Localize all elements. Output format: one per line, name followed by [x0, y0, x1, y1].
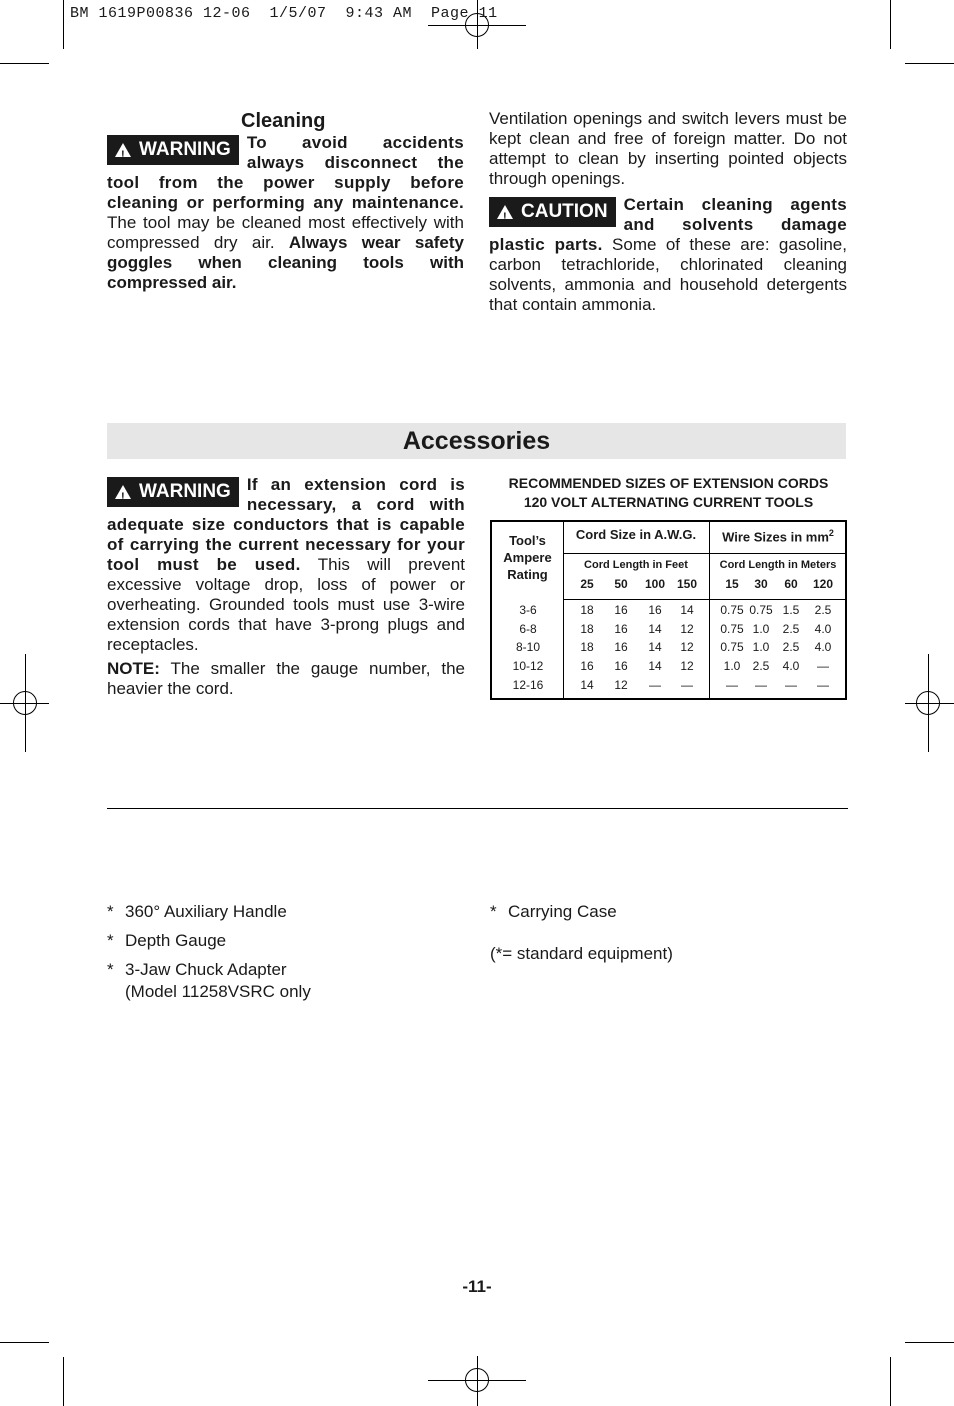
mm-cell: 4.0	[814, 622, 832, 636]
mm-cell: 2.5	[782, 640, 800, 654]
accessory-list-left	[107, 901, 447, 1010]
mm-cell: —	[785, 678, 797, 692]
mm-cell: 0.75	[720, 603, 744, 617]
awg-cell: 12	[680, 640, 694, 654]
awg-cell: 18	[580, 622, 594, 636]
crop-mark	[890, 0, 891, 49]
extension-cord-warning: ! WARNING If an extension cord is necessary, a cord with adequate size conductors that is capable of carrying the current necessary for your tool must be used. This will prevent excessive voltage drop, loss of power or overheating. Grounded tools must use 3-wire extension cords that have 3-prong plugs and receptacles. NOTE: The smaller the gauge number, the heavier the cord.	[107, 475, 465, 699]
mm-cell: —	[817, 659, 829, 673]
awg-cell: 18	[580, 640, 594, 654]
mm-cell: —	[817, 678, 829, 692]
mm-cell: 2.5	[782, 622, 800, 636]
crop-mark	[905, 63, 954, 64]
list-item: * Depth Gauge	[107, 931, 227, 950]
mm-cell: 1.0	[752, 622, 770, 636]
page-number: -11-	[462, 1277, 492, 1296]
rating-cell: 3-6	[519, 603, 537, 617]
awg-cell: 16	[614, 659, 628, 673]
mm-cell: 0.75	[720, 640, 744, 654]
warning-badge: ! WARNING	[107, 135, 239, 165]
registration-circle	[916, 691, 940, 715]
mm-cell: 4.0	[814, 640, 832, 654]
feet-col-header: 25	[580, 577, 594, 591]
rating-cell: 6-8	[519, 622, 537, 636]
awg-cell: 16	[614, 603, 628, 617]
awg-cell: 16	[614, 622, 628, 636]
awg-cell: 14	[648, 622, 662, 636]
meters-col-header: 60	[784, 577, 798, 591]
mm-cell: —	[726, 678, 738, 692]
cleaning-warning-text: To avoid accidents always disconnect the tool from the power supply before cleaning or performing any maintenance.	[107, 133, 464, 212]
mm-cell: 2.5	[752, 659, 770, 673]
col-header-mm: Wire Sizes in $mm^2$	[722, 528, 834, 545]
extension-cord-table	[490, 520, 847, 700]
awg-cell: 14	[648, 659, 662, 673]
print-header: BM 1619P00836 12-06 1/5/07 9:43 AM Page 11	[70, 5, 498, 22]
rating-cell: 10-12	[512, 659, 544, 673]
awg-cell: 12	[614, 678, 628, 692]
mm-cell: 1.0	[752, 640, 770, 654]
crop-mark	[0, 63, 49, 64]
mm-cell: 2.5	[814, 603, 832, 617]
meters-header: Cord Length in Meters	[719, 559, 837, 571]
awg-cell: 16	[580, 659, 594, 673]
registration-circle	[465, 1368, 489, 1392]
table-title: RECOMMENDED SIZES OF EXTENSION CORDS 120 VOLT ALTERNATING CURRENT TOOLS	[508, 475, 829, 510]
meters-col-header: 30	[754, 577, 768, 591]
crop-mark	[905, 1342, 954, 1343]
crop-mark	[63, 0, 64, 49]
warning-icon	[497, 205, 513, 219]
awg-cell: 18	[580, 603, 594, 617]
mm-cell: 1.0	[723, 659, 741, 673]
awg-cell: 14	[580, 678, 594, 692]
feet-col-header: 100	[644, 577, 666, 591]
accessories-title: Accessories	[402, 427, 551, 455]
rating-cell: 8-10	[515, 640, 541, 654]
list-item: * 3-Jaw Chuck Adapter (Model 11258VSRC only	[107, 960, 311, 1001]
caution-badge: ! CAUTION	[489, 197, 616, 227]
accessory-list-right	[490, 901, 830, 965]
mm-cell: 1.5	[782, 603, 800, 617]
warning-icon	[115, 485, 131, 499]
mm-cell: 4.0	[782, 659, 800, 673]
awg-cell: 14	[648, 640, 662, 654]
mm-cell: 0.75	[720, 622, 744, 636]
feet-col-header: 50	[614, 577, 628, 591]
awg-cell: —	[649, 678, 661, 692]
note: NOTE: The smaller the gauge number, the heavier the cord.	[107, 659, 465, 698]
cleaning-text: ! WARNING To avoid accidents always disconnect the tool from the power supply before cleaning or performing any maintenance. The tool may be cleaned most effectively with compressed dry air. Always wear safety goggles when cleaning tools with compressed air.	[107, 133, 464, 293]
warning-icon	[115, 143, 131, 157]
feet-header: Cord Length in Feet	[584, 559, 688, 571]
list-item: * Carrying Case	[490, 902, 617, 921]
col-header-awg: Cord Size in A.W.G.	[575, 527, 697, 542]
awg-cell: 16	[614, 640, 628, 654]
cleaning-heading: Cleaning	[241, 110, 326, 132]
awg-cell: 14	[680, 603, 694, 617]
awg-cell: 16	[648, 603, 662, 617]
crop-mark	[890, 1357, 891, 1406]
registration-circle	[13, 691, 37, 715]
feet-col-header: 150	[676, 577, 698, 591]
col-header-rating: Tool’s Ampere Rating	[503, 533, 552, 582]
list-item: * 360° Auxiliary Handle	[107, 902, 287, 921]
awg-cell: 12	[680, 659, 694, 673]
warning-badge: ! WARNING	[107, 477, 239, 507]
meters-col-header: 15	[725, 577, 739, 591]
meters-col-header: 120	[812, 577, 834, 591]
crop-mark	[63, 1357, 64, 1406]
mm-cell: —	[755, 678, 767, 692]
crop-mark	[0, 1342, 49, 1343]
awg-cell: —	[681, 678, 693, 692]
standard-note: (*= standard equipment)	[490, 944, 673, 963]
ventilation-text: Ventilation openings and switch levers must be kept clean and free of foreign matter. Do not attempt to clean by inserting pointed objects through openings. ! CAUTION Certain cleaning agents and solvents damage plastic parts. Some of these are: gasoline, carbon tetrachloride, chlorinated cleaning solvents, ammonia and household detergents that contain ammonia.	[489, 109, 847, 315]
rating-cell: 12-16	[512, 678, 544, 692]
section-divider	[107, 808, 848, 809]
mm-cell: 0.75	[749, 603, 773, 617]
awg-cell: 12	[680, 622, 694, 636]
